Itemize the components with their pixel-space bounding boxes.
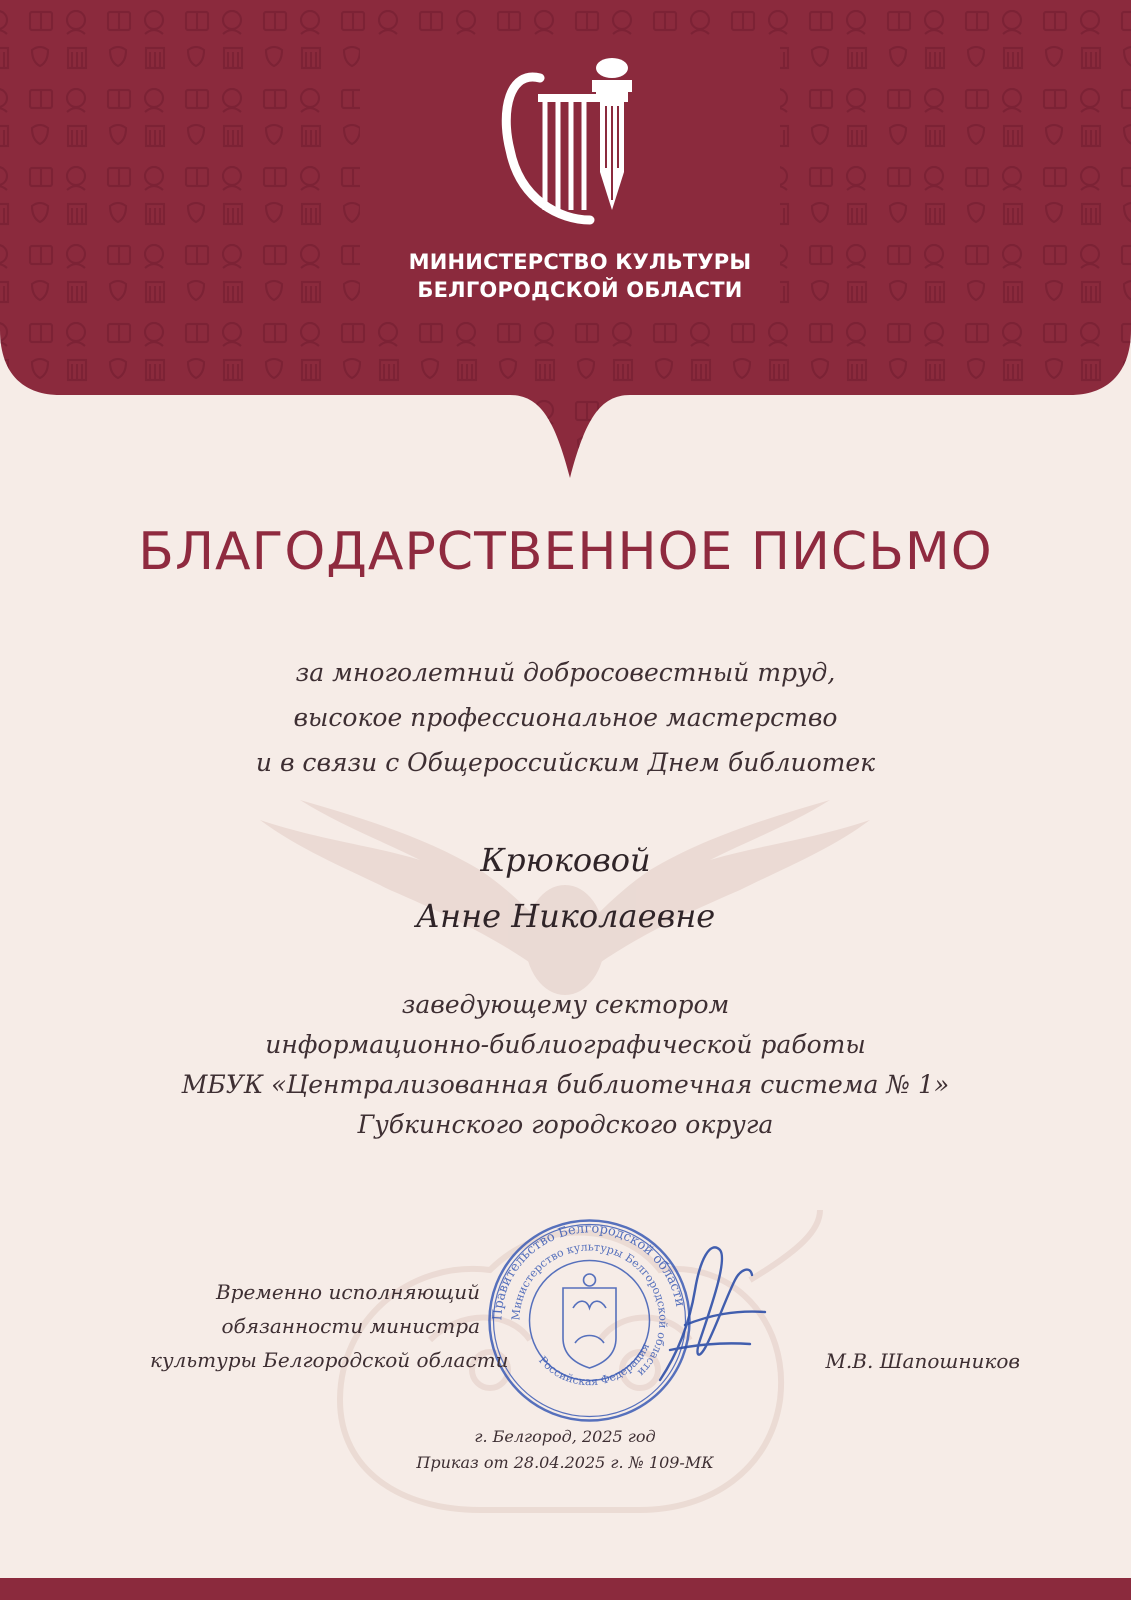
position-line-2: информационно-библиографической работы [265, 1030, 866, 1059]
document-title: БЛАГОДАРСТВЕННОЕ ПИСЬМО [138, 522, 993, 582]
order-reference: Приказ от 28.04.2025 г. № 109-МК [416, 1453, 714, 1472]
handwritten-signature [640, 1230, 770, 1390]
signer-title-line-1: Временно исполняющий [215, 1280, 480, 1304]
stamp-inner-text: Министерство культуры Белгородской области [509, 1240, 670, 1380]
signer-title [150, 1275, 509, 1377]
bottom-band [0, 1578, 1131, 1600]
ministry-name-line-1: МИНИСТЕРСТВО КУЛЬТУРЫ [408, 250, 752, 274]
award-reason [0, 650, 1131, 785]
svg-text:Российская Федерация [536, 1341, 652, 1388]
signer-title-line-3: культуры Белгородской области [150, 1348, 509, 1372]
ministry-name-line-2: БЕЛГОРОДСКОЙ ОБЛАСТИ [417, 278, 743, 302]
signer-name: М.В. Шапошников [825, 1349, 1020, 1373]
stamp-outer-text: Правительство Белгородской области [490, 1221, 688, 1321]
position-line-3: МБУК «Централизованная библиотечная система № 1» [181, 1070, 950, 1099]
place-and-year: г. Белгород, 2025 год [474, 1427, 656, 1446]
lyre-pen-column-logo-icon [500, 50, 650, 230]
signer-title-line-2: обязанности министра [221, 1314, 480, 1338]
position-line-4: Губкинского городского округа [357, 1110, 774, 1139]
stamp-bottom-text: Российская Федерация [536, 1340, 653, 1389]
stamp-coat-of-arms-icon [563, 1274, 616, 1368]
ministry-name [350, 248, 810, 304]
recipient-given-names: Анне Николаевне [415, 897, 716, 935]
reason-line-2: высокое профессиональное мастерство [293, 703, 838, 732]
recipient-name [0, 832, 1131, 944]
position-line-1: заведующему сектором [401, 990, 730, 1019]
recipient-position [0, 985, 1131, 1145]
reason-line-3: и в связи с Общероссийским Днем библиотек [255, 748, 876, 777]
recipient-surname: Крюковой [480, 841, 651, 879]
document-footer [350, 1424, 780, 1476]
reason-line-1: за многолетний добросовестный труд, [295, 658, 836, 687]
